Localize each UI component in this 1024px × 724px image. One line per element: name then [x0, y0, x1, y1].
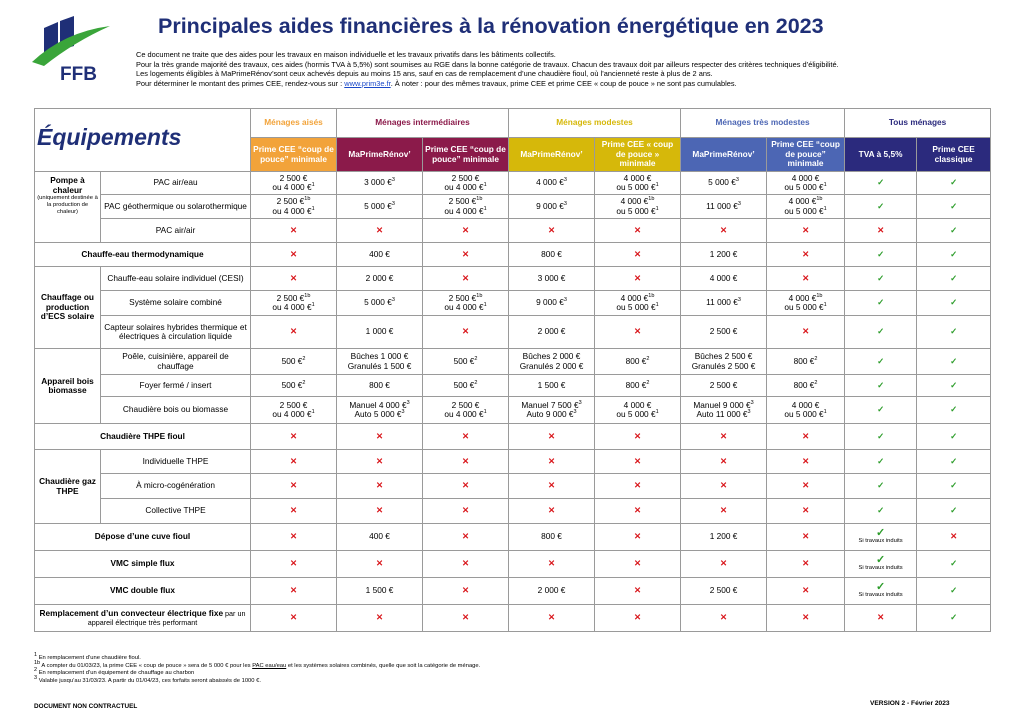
aides-table	[34, 108, 991, 632]
table-row	[35, 605, 991, 632]
amount-cell: 2 000 €	[509, 316, 595, 349]
tva-cell: ✓ Si travaux induits	[845, 578, 917, 605]
amount-cell: 2 000 €	[509, 578, 595, 605]
cross-icon: ✕	[509, 219, 595, 243]
subheader-cee-cdp: Prime CEE “coup de pouce” minimale	[251, 138, 337, 172]
cross-icon: ✕	[251, 578, 337, 605]
amount-cell: 4 000 €$^{1b}$ ou 5 000 €$^1$	[767, 291, 845, 316]
subheader-mpr: MaPrimeRénov’	[681, 138, 767, 172]
table-row	[35, 397, 991, 424]
table-row	[35, 291, 991, 316]
table-row	[35, 375, 991, 397]
amount-cell: 11 000 €$^3$	[681, 291, 767, 316]
cross-icon: ✕	[595, 243, 681, 267]
cross-icon: ✕	[767, 450, 845, 474]
cross-icon: ✕	[595, 316, 681, 349]
table-row	[35, 219, 991, 243]
cross-icon: ✕	[423, 605, 509, 632]
cross-icon: ✕	[337, 474, 423, 499]
cross-icon: ✕	[845, 219, 917, 243]
check-icon: ✓	[845, 243, 917, 267]
table-row	[35, 195, 991, 219]
cross-icon: ✕	[423, 474, 509, 499]
cross-icon: ✕	[767, 524, 845, 551]
check-icon: ✓	[917, 219, 991, 243]
check-icon: ✓	[875, 580, 886, 593]
amount-cell: 4 000 € ou 5 000 €$^1$	[767, 172, 845, 195]
prim3e-link[interactable]: www.prim3e.fr	[344, 78, 391, 88]
cross-icon: ✕	[767, 605, 845, 632]
category-convecteur: Remplacement d’un convecteur électrique fixe par un appareil électrique très performant	[35, 605, 251, 632]
cross-icon: ✕	[423, 450, 509, 474]
category-cuve: Dépose d’une cuve fioul	[35, 524, 251, 551]
amount-cell: 4 000 €$^{1b}$ ou 5 000 €$^1$	[595, 195, 681, 219]
cross-icon: ✕	[251, 474, 337, 499]
cross-icon: ✕	[767, 316, 845, 349]
amount-cell: 400 €	[337, 243, 423, 267]
group-header-intermediaires: Ménages intermédiaires	[337, 109, 509, 138]
amount-cell: 2 500 € ou 4 000 €$^1$	[251, 397, 337, 424]
amount-cell: 4 000 € ou 5 000 €$^1$	[595, 397, 681, 424]
cross-icon: ✕	[595, 499, 681, 524]
amount-cell: 2 500 € ou 4 000 €$^1$	[251, 172, 337, 195]
check-icon: ✓	[917, 499, 991, 524]
table-row	[35, 316, 991, 349]
check-icon: ✓	[917, 474, 991, 499]
subheader-mpr: MaPrimeRénov’	[337, 138, 423, 172]
ffb-logo	[30, 14, 112, 82]
category-gaz: Chaudière gaz THPE	[35, 450, 101, 524]
cross-icon: ✕	[337, 551, 423, 578]
check-icon: ✓	[917, 424, 991, 450]
subheader-mpr: MaPrimeRénov’	[509, 138, 595, 172]
cross-icon: ✕	[251, 499, 337, 524]
subheader-cee-cdp: Prime CEE « coup de pouce » minimale	[595, 138, 681, 172]
subheader-tva: TVA à 5,5%	[845, 138, 917, 172]
cross-icon: ✕	[681, 424, 767, 450]
subheader-cee-cdp: Prime CEE “coup de pouce” minimale	[767, 138, 845, 172]
tva-cell: ✓ Si travaux induits	[845, 551, 917, 578]
cross-icon: ✕	[767, 424, 845, 450]
amount-cell: 4 000 € ou 5 000 €$^1$	[767, 397, 845, 424]
table-row	[35, 499, 991, 524]
amount-cell: 2 500 €$^{1b}$ ou 4 000 €$^1$	[251, 195, 337, 219]
amount-cell: Bûches 2 000 € Granulés 2 000 €	[509, 349, 595, 375]
page-title: Principales aides financières à la rénovation énergétique en 2023	[158, 14, 824, 38]
cross-icon: ✕	[251, 524, 337, 551]
check-icon: ✓	[917, 243, 991, 267]
cross-icon: ✕	[423, 316, 509, 349]
amount-cell: 800 €$^2$	[595, 349, 681, 375]
logo-text: FFB	[60, 64, 97, 82]
amount-cell: 4 000 €$^{1b}$ ou 5 000 €$^1$	[767, 195, 845, 219]
amount-cell: 2 000 €	[337, 267, 423, 291]
amount-cell: 5 000 €$^3$	[337, 195, 423, 219]
check-icon: ✓	[917, 267, 991, 291]
amount-cell: 1 500 €	[337, 578, 423, 605]
cross-icon: ✕	[595, 219, 681, 243]
amount-cell: 800 €$^2$	[767, 349, 845, 375]
check-icon: ✓	[845, 267, 917, 291]
footer-version: VERSION 2 - Février 2023	[870, 700, 950, 707]
cross-icon: ✕	[251, 267, 337, 291]
amount-cell: 2 500 €	[681, 375, 767, 397]
row-label: Chaudière bois ou biomasse	[101, 397, 251, 424]
cross-icon: ✕	[595, 578, 681, 605]
group-header-tres-modestes: Ménages très modestes	[681, 109, 845, 138]
amount-cell: 5 000 €$^3$	[681, 172, 767, 195]
cross-icon: ✕	[681, 499, 767, 524]
amount-cell: 1 200 €	[681, 243, 767, 267]
group-header-tous: Tous ménages	[845, 109, 991, 138]
check-icon: ✓	[917, 551, 991, 578]
amount-cell: 500 €$^2$	[251, 375, 337, 397]
cross-icon: ✕	[509, 605, 595, 632]
check-icon: ✓	[875, 553, 886, 566]
cross-icon: ✕	[767, 578, 845, 605]
cross-icon: ✕	[595, 551, 681, 578]
group-header-aises: Ménages aisés	[251, 109, 337, 138]
intro-line: Pour la très grande majorité des travaux, ces aides (hormis TVA à 5,5%) sont soumises au RGE dans la bonne catégorie de travaux. Chacun des travaux doit par ailleurs respecter des critères techniques d’éligibilité.	[136, 59, 839, 69]
cross-icon: ✕	[681, 474, 767, 499]
cross-icon: ✕	[767, 219, 845, 243]
amount-cell: 500 €$^2$	[251, 349, 337, 375]
check-icon: ✓	[917, 349, 991, 375]
cross-icon: ✕	[595, 267, 681, 291]
cross-icon: ✕	[767, 474, 845, 499]
table-row	[35, 474, 991, 499]
cross-icon: ✕	[337, 424, 423, 450]
check-icon: ✓	[917, 450, 991, 474]
table-row	[35, 172, 991, 195]
cross-icon: ✕	[423, 578, 509, 605]
category-chauffe-eau: Chauffe-eau thermodynamique	[35, 243, 251, 267]
amount-cell: 2 500 € ou 4 000 €$^1$	[423, 172, 509, 195]
cross-icon: ✕	[509, 424, 595, 450]
cross-icon: ✕	[917, 524, 991, 551]
cross-icon: ✕	[423, 424, 509, 450]
check-icon: ✓	[845, 195, 917, 219]
cross-icon: ✕	[251, 424, 337, 450]
amount-cell: Manuel 9 000 €$^3$ Auto 11 000 €$^3$	[681, 397, 767, 424]
amount-cell: 1 500 €	[509, 375, 595, 397]
amount-cell: 5 000 €$^3$	[337, 291, 423, 316]
row-label: PAC air/eau	[101, 172, 251, 195]
amount-cell: 1 000 €	[337, 316, 423, 349]
table-row	[35, 424, 991, 450]
amount-cell: Manuel 4 000 €$^3$ Auto 5 000 €$^3$	[337, 397, 423, 424]
row-label: PAC air/air	[101, 219, 251, 243]
check-icon: ✓	[845, 349, 917, 375]
cross-icon: ✕	[337, 450, 423, 474]
cross-icon: ✕	[423, 243, 509, 267]
cross-icon: ✕	[509, 474, 595, 499]
subheader-cee-cdp: Prime CEE “coup de pouce” minimale	[423, 138, 509, 172]
row-label: À micro-cogénération	[101, 474, 251, 499]
cross-icon: ✕	[337, 219, 423, 243]
cross-icon: ✕	[509, 499, 595, 524]
category-thpe-fioul: Chaudière THPE fioul	[35, 424, 251, 450]
amount-cell: 11 000 €$^3$	[681, 195, 767, 219]
cross-icon: ✕	[681, 219, 767, 243]
amount-cell: 800 €	[509, 243, 595, 267]
check-icon: ✓	[845, 424, 917, 450]
cross-icon: ✕	[767, 267, 845, 291]
cross-icon: ✕	[423, 524, 509, 551]
table-row	[35, 267, 991, 291]
row-label: Système solaire combiné	[101, 291, 251, 316]
amount-cell: 4 000 €$^{1b}$ ou 5 000 €$^1$	[595, 291, 681, 316]
check-icon: ✓	[917, 578, 991, 605]
cross-icon: ✕	[681, 605, 767, 632]
amount-cell: 9 000 €$^3$	[509, 291, 595, 316]
check-icon: ✓	[845, 474, 917, 499]
amount-cell: 500 €$^2$	[423, 349, 509, 375]
amount-cell: Manuel 7 500 €$^3$ Auto 9 000 €$^3$	[509, 397, 595, 424]
cross-icon: ✕	[423, 267, 509, 291]
check-icon: ✓	[875, 526, 886, 539]
cross-icon: ✕	[681, 551, 767, 578]
cross-icon: ✕	[423, 219, 509, 243]
check-icon: ✓	[845, 375, 917, 397]
cross-icon: ✕	[509, 551, 595, 578]
amount-cell: 4 000 € ou 5 000 €$^1$	[595, 172, 681, 195]
footnote: $^3$ Valable jusqu’au 31/03/23. A partir du 01/04/23, ces forfaits seront abaissés de 1000 €.	[34, 674, 261, 684]
cross-icon: ✕	[337, 605, 423, 632]
amount-cell: 2 500 €	[681, 316, 767, 349]
footnote: $^1$ En remplacement d’une chaudière fioul.	[34, 652, 141, 661]
intro-line: Ce document ne traite que des aides pour les travaux en maison individuelle et les travaux privatifs dans les bâtiments collectifs.	[136, 50, 556, 59]
subheader-cee: Prime CEE classique	[917, 138, 991, 172]
check-icon: ✓	[845, 291, 917, 316]
amount-cell: 500 €$^2$	[423, 375, 509, 397]
check-icon: ✓	[917, 397, 991, 424]
footnotes	[34, 652, 481, 685]
amount-cell: 4 000 €$^3$	[509, 172, 595, 195]
cross-icon: ✕	[595, 424, 681, 450]
amount-cell: 400 €	[337, 524, 423, 551]
cross-icon: ✕	[681, 450, 767, 474]
cross-icon: ✕	[251, 605, 337, 632]
cross-icon: ✕	[767, 499, 845, 524]
check-icon: ✓	[845, 397, 917, 424]
table-row	[35, 243, 991, 267]
footnote: $^{1b}$ A compter du 01/03/23, la prime CEE « coup de pouce » sera de 5 000 € pour les PAC eau/eau et les systèmes solaires combinés, quelle que soit la catégorie de ménage.	[34, 659, 481, 669]
amount-cell: Bûches 2 500 € Granulés 2 500 €	[681, 349, 767, 375]
amount-cell: 3 000 €$^3$	[337, 172, 423, 195]
intro-line: Les logements éligibles à MaPrimeRénov’sont ceux achevés depuis au moins 15 ans, sauf en cas de remplacement d’une chaudière fioul, où l’ancienneté reste à plus de 2 ans.	[136, 69, 713, 79]
amount-cell: 3 000 €	[509, 267, 595, 291]
check-icon: ✓	[845, 450, 917, 474]
cross-icon: ✕	[337, 499, 423, 524]
category-solaire: Chauffage ou production d’ECS solaire	[35, 267, 101, 349]
cross-icon: ✕	[595, 524, 681, 551]
check-icon: ✓	[917, 375, 991, 397]
amount-cell: Bûches 1 000 € Granulés 1 500 €	[337, 349, 423, 375]
category-bois: Appareil bois biomasse	[35, 349, 101, 424]
cross-icon: ✕	[251, 450, 337, 474]
amount-cell: 800 €	[337, 375, 423, 397]
check-icon: ✓	[917, 316, 991, 349]
tva-cell: ✓ Si travaux induits	[845, 524, 917, 551]
check-icon: ✓	[845, 172, 917, 195]
cross-icon: ✕	[767, 551, 845, 578]
intro-text	[136, 50, 839, 88]
category-vmc-simple: VMC simple flux	[35, 551, 251, 578]
intro-line: Pour déterminer le montant des primes CEE, rendez-vous sur : www.prim3e.fr. À noter : pour des mêmes travaux, prime CEE et prime CEE « coup de pouce » ne sont pas cumulables.	[136, 78, 737, 88]
row-label: PAC géothermique ou solarothermique	[101, 195, 251, 219]
cross-icon: ✕	[595, 474, 681, 499]
cross-icon: ✕	[423, 551, 509, 578]
cross-icon: ✕	[251, 219, 337, 243]
footnote: $^2$ En remplacement d’un équipement de chauffage au charbon	[34, 667, 195, 677]
table-row	[35, 551, 991, 578]
check-icon: ✓	[917, 605, 991, 632]
table-row	[35, 349, 991, 375]
table-row	[35, 524, 991, 551]
amount-cell: 2 500 € ou 4 000 €$^1$	[423, 397, 509, 424]
table-row	[35, 450, 991, 474]
check-icon: ✓	[917, 291, 991, 316]
cross-icon: ✕	[251, 243, 337, 267]
equipements-header: Équipements	[35, 109, 251, 172]
row-label: Collective THPE	[101, 499, 251, 524]
amount-cell: 800 €$^2$	[595, 375, 681, 397]
row-label: Individuelle THPE	[101, 450, 251, 474]
cross-icon: ✕	[423, 499, 509, 524]
amount-cell: 2 500 €$^{1b}$ ou 4 000 €$^1$	[423, 291, 509, 316]
category-pac: Pompe à chaleur (uniquement destinée à la production de chaleur)	[35, 172, 101, 243]
row-label: Foyer fermé / insert	[101, 375, 251, 397]
row-label: Capteur solaires hybrides thermique et électriques à circulation liquide	[101, 316, 251, 349]
amount-cell: 9 000 €$^3$	[509, 195, 595, 219]
footer-disclaimer: DOCUMENT NON CONTRACTUEL	[34, 703, 138, 710]
cross-icon: ✕	[251, 316, 337, 349]
amount-cell: 800 €$^2$	[767, 375, 845, 397]
group-header-modestes: Ménages modestes	[509, 109, 681, 138]
cross-icon: ✕	[595, 450, 681, 474]
amount-cell: 4 000 €	[681, 267, 767, 291]
amount-cell: 1 200 €	[681, 524, 767, 551]
cross-icon: ✕	[595, 605, 681, 632]
cross-icon: ✕	[251, 551, 337, 578]
check-icon: ✓	[845, 316, 917, 349]
amount-cell: 2 500 €$^{1b}$ ou 4 000 €$^1$	[251, 291, 337, 316]
cross-icon: ✕	[845, 605, 917, 632]
check-icon: ✓	[845, 499, 917, 524]
table-row	[35, 578, 991, 605]
cross-icon: ✕	[509, 450, 595, 474]
row-label: Chauffe-eau solaire individuel (CESI)	[101, 267, 251, 291]
row-label: Poêle, cuisinière, appareil de chauffage	[101, 349, 251, 375]
check-icon: ✓	[917, 195, 991, 219]
amount-cell: 2 500 €	[681, 578, 767, 605]
amount-cell: 800 €	[509, 524, 595, 551]
amount-cell: 2 500 €$^{1b}$ ou 4 000 €$^1$	[423, 195, 509, 219]
cross-icon: ✕	[767, 243, 845, 267]
check-icon: ✓	[917, 172, 991, 195]
category-vmc-double: VMC double flux	[35, 578, 251, 605]
